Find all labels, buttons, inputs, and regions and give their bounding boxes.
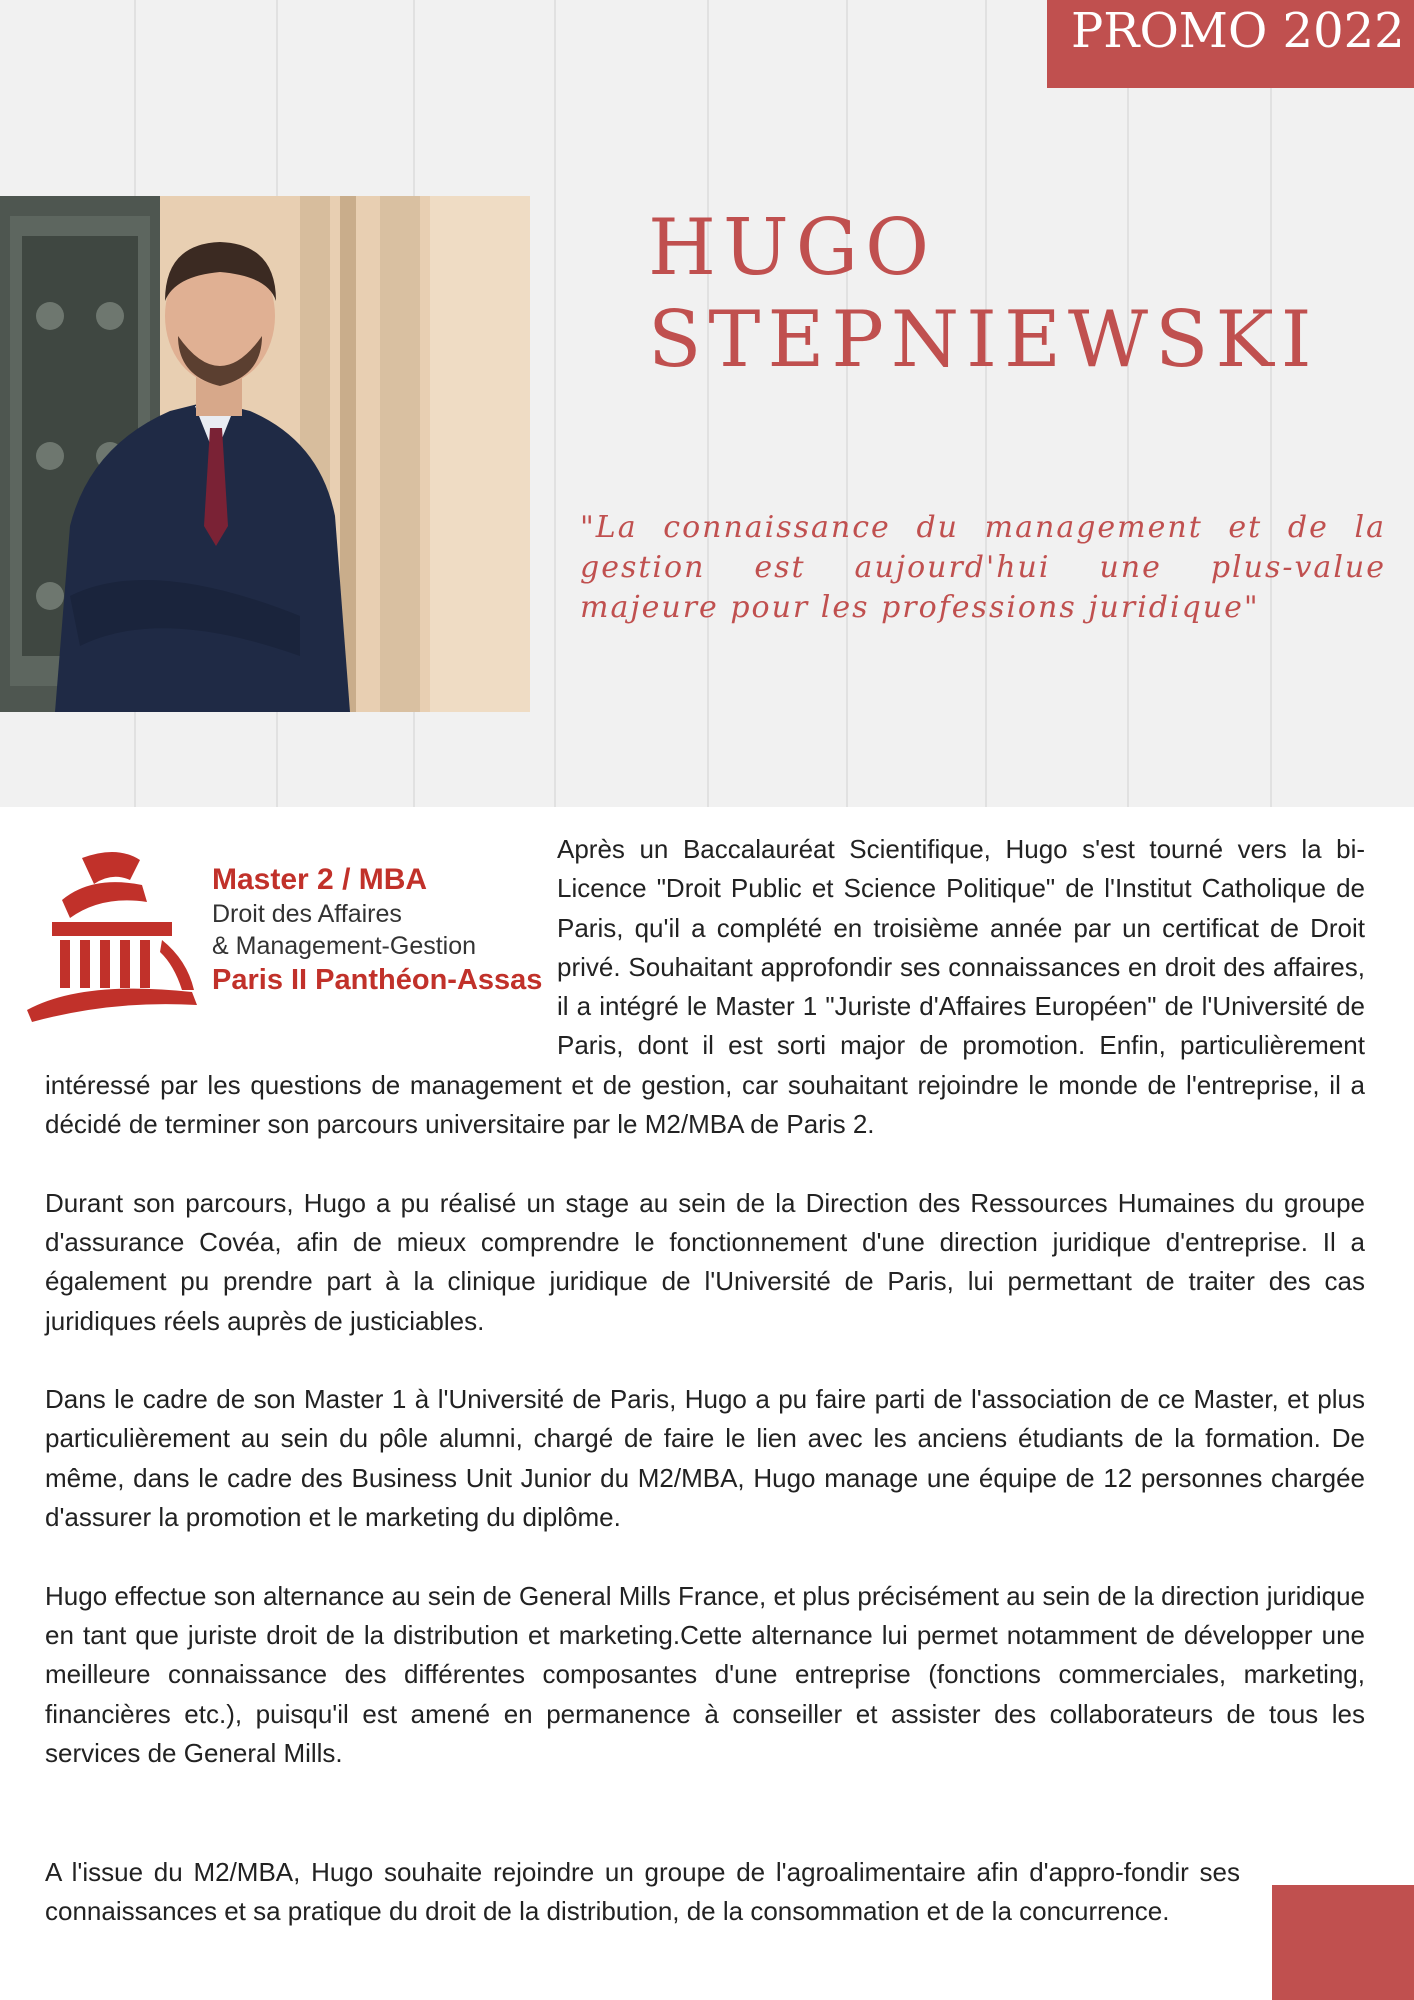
portrait-photo [0,196,530,712]
candidate-quote: "La connaissance du management et de la gestion est aujourd'hui une plus-value majeure pour les professions juridique" [580,510,1386,625]
promo-badge [1047,0,1414,88]
logo-line-3: & Management-Gestion [212,932,477,960]
divider-line [707,0,709,807]
biography [45,830,1365,1812]
logo-line-2: Droit des Affaires [212,900,402,928]
bio-paragraph: A l'issue du M2/MBA, Hugo souhaite rejoindre un groupe de l'agroalimentaire afin d'appro-fondir ses connaissances et sa pratique du droit de la distribution, de la consommation et de la concurrence. [45,1857,1240,1927]
divider-line [1127,0,1129,807]
divider-line [846,0,848,807]
bio-paragraph: Durant son parcours, Hugo a pu réalisé un stage au sein de la Direction des Ressources Humaines du groupe d'assurance Covéa, afin de mieux comprendre le fonctionnement d'une direction juridique d'entreprise. Il a également pu prendre part à la clinique juridique de l'Université de Paris, lui permettant de traiter des cas juridiques réels auprès de justiciables. [45,1187,1365,1336]
last-name: STEPNIEWSKI [648,295,1319,385]
logo-line-4: Paris II Panthéon-Assas [212,964,543,996]
divider-line [1270,0,1272,807]
bio-paragraph: Après un Baccalauréat Scientifique, Hugo s'est tourné vers la bi-Licence "Droit Public et Science Politique" de l'Institut Catholique de Paris, qu'il a complété en troisième année par un certificat de Droit privé. Souhaitant approfondir ses connaissances en droit des affaires, il a intégré le Master 1 "Juriste d'Affaires Européen" de l'Université de Paris, dont il est sorti major de promotion. Enfin, particulièrement intéressé par les questions de management et de gestion, car souhaitant rejoindre le monde de l'entreprise, il a décidé de terminer son parcours universitaire par le M2/MBA de Paris 2. [45,834,1365,1140]
divider-line [985,0,987,807]
divider-line [554,0,556,807]
logo-spacer [45,830,557,1065]
first-name: HUGO [648,203,937,293]
logo-line-1: Master 2 / MBA [212,863,428,896]
corner-accent [1272,1885,1414,2000]
candidate-name [648,202,1408,386]
bio-paragraph: Dans le cadre de son Master 1 à l'Université de Paris, Hugo a pu faire parti de l'association de ce Master, et plus particulièrement au sein du pôle alumni, chargé de faire le lien avec les anciens étudiants de la formation. De même, dans le cadre des Business Unit Junior du M2/MBA, Hugo manage une équipe de 12 personnes chargée d'assurer la promotion et le marketing du diplôme. [45,1384,1365,1533]
bio-paragraph: Hugo effectue son alternance au sein de General Mills France, et plus précisément au sein de la direction juridique en tant que juriste droit de la distribution et marketing.Cette alternance lui permet notamment de développer une meilleure connaissance des différentes composantes d'une entreprise (fonctions commerciales, marketing, financières etc.), puisqu'il est amené en permanence à conseiller et assister des collaborateurs de tous les services de General Mills. [45,1580,1365,1768]
promo-label: PROMO 2022 [1071,3,1405,59]
